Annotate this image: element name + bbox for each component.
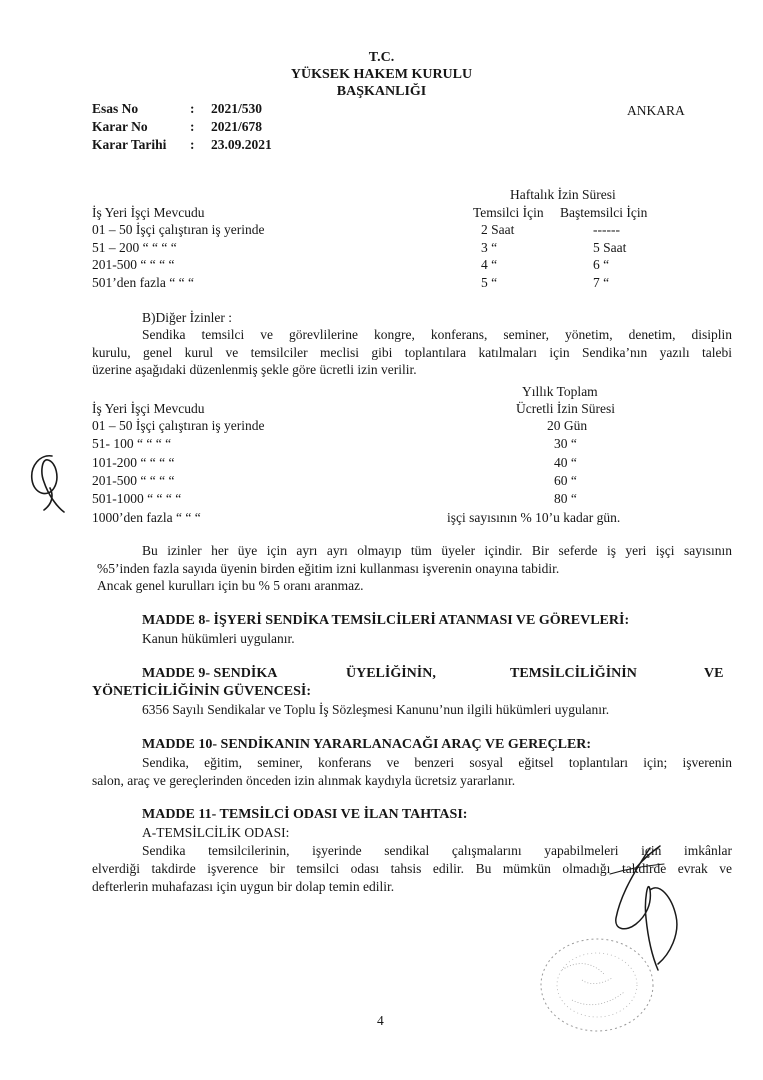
weekly-row-label: 01 – 50 İşçi çalıştıran iş yerinde: [92, 222, 265, 237]
page-number: 4: [377, 1013, 384, 1028]
b-section-para-line: üzerine aşağıdaki düzenlenmiş şekle göre ücretli izin verilir.: [92, 362, 417, 377]
weekly-header-left: İş Yeri İşçi Mevcudu: [92, 205, 205, 220]
margin-initial-mark: [22, 448, 72, 518]
meta-esas-value: 2021/530: [211, 101, 263, 116]
weekly-row-label: 201-500 “ “ “ “: [92, 257, 175, 272]
madde-11-subtitle: A-TEMSİLCİLİK ODASI:: [142, 825, 290, 840]
meta-karar-label: Karar No: [92, 119, 148, 134]
annual-header-title: Yıllık Toplam: [522, 384, 598, 399]
annual-row-label: 201-500 “ “ “ “: [92, 473, 175, 488]
weekly-col-bastemsilci: Baştemsilci İçin: [560, 205, 648, 220]
madde-9-title-part: ÜYELİĞİNİN,: [346, 666, 436, 681]
madde-9-title-line2: YÖNETİCİLİĞİNİN GÜVENCESİ:: [92, 684, 311, 699]
annual-row-label: 101-200 “ “ “ “: [92, 455, 175, 470]
note-line: %5’inden fazla sayıda üyenin birden eğitim izni kullanması işverenin onayına tabidir.: [97, 561, 560, 576]
header-tc: T.C.: [368, 50, 395, 65]
meta-tarih-sep: :: [190, 137, 195, 152]
annual-row-value: 20 Gün: [547, 418, 588, 433]
annual-row-value: 30 “: [554, 436, 577, 451]
meta-tarih-label: Karar Tarihi: [92, 137, 167, 152]
b-section-para-line: kurulu, genel kurul ve temsilciler meclisi gibi toplantılara katılmaları için Sendika’nın yazılı talebi: [92, 345, 732, 360]
annual-header-right: Ücretli İzin Süresi: [516, 401, 615, 416]
weekly-row-label: 501’den fazla “ “ “: [92, 275, 194, 290]
madde-11-title: MADDE 11- TEMSİLCİ ODASI VE İLAN TAHTASI:: [142, 807, 468, 822]
meta-karar-value: 2021/678: [211, 119, 263, 134]
city: ANKARA: [627, 103, 685, 118]
meta-karar-sep: :: [190, 119, 195, 134]
annual-header-left: İş Yeri İşçi Mevcudu: [92, 401, 205, 416]
madde-11-body-line: defterlerin muhafazası için uygun bir dolap temin edilir.: [92, 879, 395, 894]
note-line: Ancak genel kurulları için bu % 5 oranı aranmaz.: [97, 578, 364, 593]
annual-row-value: 60 “: [554, 473, 577, 488]
madde-11-body-line: elverdiği takdirde işverence bir temsilci odası tahsis edilir. Bu mümkün olmadığı takdirde evrak ve: [92, 861, 732, 876]
meta-esas-label: Esas No: [92, 101, 139, 116]
b-section-title: B)Diğer İzinler :: [142, 310, 232, 325]
header-institution: YÜKSEK HAKEM KURULU: [290, 67, 473, 82]
weekly-col-temsilci: Temsilci İçin: [473, 205, 544, 220]
annual-row-value: 40 “: [554, 455, 577, 470]
weekly-row-bastemsilci: 7 “: [593, 275, 610, 290]
weekly-row-label: 51 – 200 “ “ “ “: [92, 240, 177, 255]
madde-9-body: 6356 Sayılı Sendikalar ve Toplu İş Sözleşmesi Kanunu’nun ilgili hükümleri uygulanır.: [142, 702, 610, 717]
madde-11-body-line: Sendika temsilcilerinin, işyerinde sendikal çalışmalarını yapabilmeleri için imkânlar: [142, 843, 732, 858]
weekly-row-temsilci: 3 “: [481, 240, 498, 255]
annual-row-value: 80 “: [554, 491, 577, 506]
madde-8-body: Kanun hükümleri uygulanır.: [142, 631, 295, 646]
header-department: BAŞKANLIĞI: [336, 84, 427, 99]
b-section-para-line: Sendika temsilci ve görevlilerine kongre, konferans, seminer, yönetim, denetim, disiplin: [142, 327, 732, 342]
madde-10-body-line: Sendika, eğitim, seminer, konferans ve benzeri sosyal eğitsel toplantıları için; işverenin: [142, 755, 732, 770]
madde-9-title-part: VE: [704, 666, 724, 681]
weekly-row-bastemsilci: 6 “: [593, 257, 610, 272]
madde-9-title-part: MADDE 9- SENDİKA: [142, 666, 278, 681]
annual-row-label: 1000’den fazla “ “ “: [92, 510, 201, 525]
annual-row-value: işçi sayısının % 10’u kadar gün.: [447, 510, 621, 525]
weekly-header-title: Haftalık İzin Süresi: [510, 187, 616, 202]
madde-8-title: MADDE 8- İŞYERİ SENDİKA TEMSİLCİLERİ ATANMASI VE GÖREVLERİ:: [142, 613, 630, 628]
weekly-row-temsilci: 5 “: [481, 275, 498, 290]
madde-10-title: MADDE 10- SENDİKANIN YARARLANACAĞI ARAÇ VE GEREÇLER:: [142, 737, 592, 752]
meta-tarih-value: 23.09.2021: [211, 137, 272, 152]
weekly-row-temsilci: 4 “: [481, 257, 498, 272]
madde-9-title-part: TEMSİLCİLİĞİNİN: [510, 666, 637, 681]
meta-esas-sep: :: [190, 101, 195, 116]
stamp-seal: [532, 930, 662, 1040]
annual-row-label: 51- 100 “ “ “ “: [92, 436, 172, 451]
annual-row-label: 501-1000 “ “ “ “: [92, 491, 182, 506]
weekly-row-bastemsilci: ------: [593, 222, 620, 237]
note-line: Bu izinler her üye için ayrı ayrı olmayıp tüm üyeler içindir. Bir seferde iş yeri işçi sayısının: [142, 543, 732, 558]
weekly-row-bastemsilci: 5 Saat: [593, 240, 627, 255]
annual-row-label: 01 – 50 İşçi çalıştıran iş yerinde: [92, 418, 265, 433]
weekly-row-temsilci: 2 Saat: [481, 222, 515, 237]
madde-10-body-line: salon, araç ve gereçlerinden önceden izin alınmak kaydıyla ücretsiz yararlanır.: [92, 773, 516, 788]
